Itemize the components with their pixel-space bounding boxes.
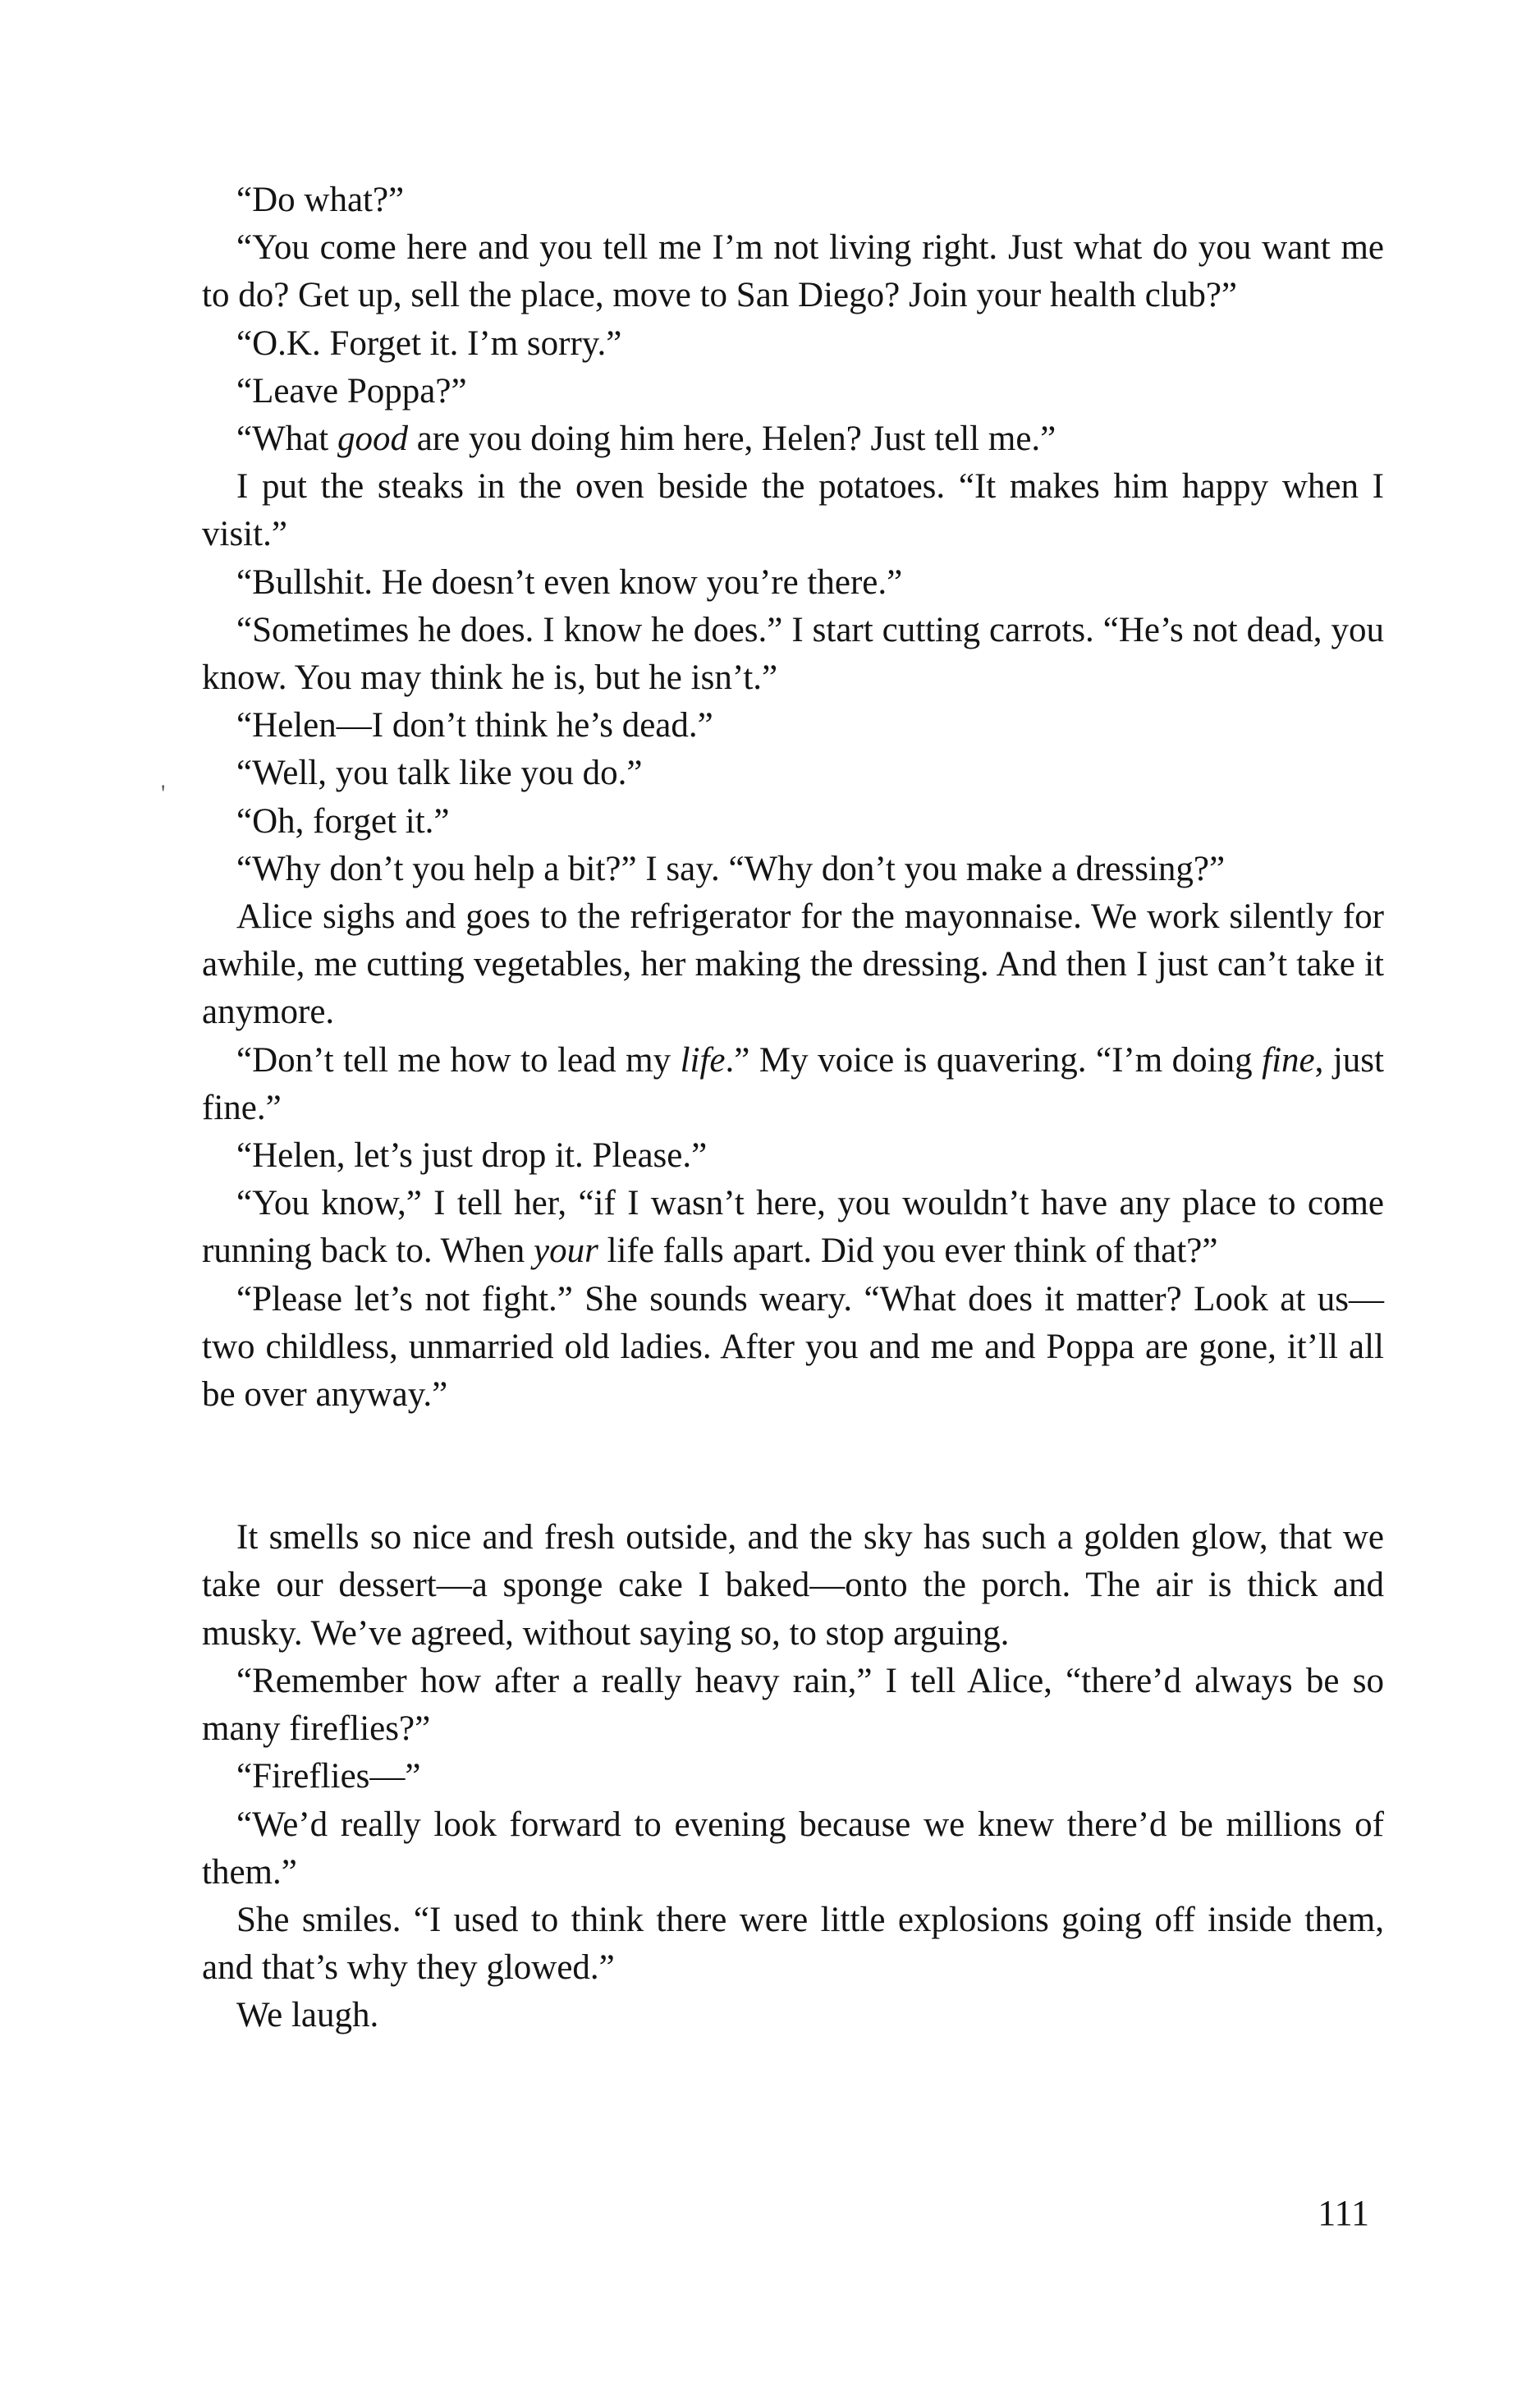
paragraph <box>202 415 1384 463</box>
paragraph <box>202 798 1384 846</box>
text-run: “O.K. Forget it. I’m sorry.” <box>236 323 622 363</box>
text-run: “We’d really look forward to evening because we knew there’d be millions of them.” <box>202 1805 1384 1892</box>
paragraph <box>202 368 1384 415</box>
text-run: It smells so nice and fresh outside, and the sky has such a golden glow, that we take our dessert—a sponge cake I baked—onto the porch. The air is thick and musky. We’ve agreed, without saying so, to stop arguing. <box>202 1518 1384 1653</box>
text-run: “Leave Poppa?” <box>236 371 467 411</box>
paragraph <box>202 1753 1384 1800</box>
text-run: Alice sighs and goes to the refrigerator for the mayonnaise. We work silently for awhile, me cutting vegetables, her making the dressing. And then I just can’t take it anymore. <box>202 897 1384 1032</box>
text-run: We laugh. <box>236 1996 379 2035</box>
text-run: I put the steaks in the oven beside the potatoes. “It makes him happy when I visit.” <box>202 467 1384 554</box>
page-number: 111 <box>1318 2193 1369 2233</box>
paragraph <box>202 893 1384 1037</box>
text-run: , just fine.” <box>202 1040 1384 1127</box>
text-run: “Please let’s not fight.” She sounds weary. “What does it matter? Look at us—two childless, unmarried old ladies. After you and me and Poppa are gone, it’ll all be over anyway.” <box>202 1279 1384 1415</box>
text-run: “Why don’t you help a bit?” I say. “Why don’t you make a dressing?” <box>236 849 1226 888</box>
emphasized-text: fine <box>1262 1040 1315 1080</box>
text-run: “You know,” I tell her, “if I wasn’t here, you wouldn’t have any place to come running back to. When <box>202 1184 1384 1271</box>
emphasized-text: your <box>534 1232 598 1271</box>
text-run: “Oh, forget it.” <box>236 801 450 841</box>
text-run: “Well, you talk like you do.” <box>236 754 643 793</box>
paragraph <box>202 607 1384 702</box>
paragraph <box>202 1276 1384 1420</box>
paragraph <box>202 750 1384 797</box>
paragraph <box>202 1037 1384 1132</box>
paragraph <box>202 224 1384 319</box>
text-run: “Fireflies—” <box>236 1757 421 1796</box>
paragraph <box>202 1658 1384 1753</box>
text-run: “Helen—I don’t think he’s dead.” <box>236 706 713 745</box>
paragraph <box>202 702 1384 750</box>
paragraph <box>202 320 1384 368</box>
paragraph <box>202 177 1384 224</box>
emphasized-text: good <box>337 420 408 459</box>
emphasized-text: life <box>680 1040 726 1080</box>
paragraph <box>202 846 1384 893</box>
page-body-text <box>202 177 1384 2040</box>
paragraph <box>202 1180 1384 1275</box>
text-run: .” My voice is quavering. “I’m doing <box>725 1040 1263 1080</box>
text-run: “Remember how after a really heavy rain,” I tell Alice, “there’d always be so many fireflies?” <box>202 1661 1384 1749</box>
paragraph <box>202 463 1384 558</box>
stray-margin-mark: ' <box>161 780 166 807</box>
paragraph <box>202 1132 1384 1180</box>
text-run: life falls apart. Did you ever think of that?” <box>598 1232 1218 1271</box>
paragraph <box>202 1992 1384 2039</box>
text-run: are you doing him here, Helen? Just tell me.” <box>407 420 1056 459</box>
text-run: She smiles. “I used to think there were little explosions going off inside them, and that’s why they glowed.” <box>202 1900 1384 1988</box>
text-run: “Don’t tell me how to lead my <box>236 1040 681 1080</box>
text-run: “Helen, let’s just drop it. Please.” <box>236 1136 708 1176</box>
text-run: “What <box>236 420 337 459</box>
text-run: “Sometimes he does. I know he does.” I start cutting carrots. “He’s not dead, you know. You may think he is, but he isn’t.” <box>202 610 1384 698</box>
paragraph <box>202 559 1384 607</box>
paragraph <box>202 1514 1384 1658</box>
paragraph <box>202 1897 1384 1992</box>
text-run: “You come here and you tell me I’m not living right. Just what do you want me to do? Get up, sell the place, move to San Diego? Join your health club?” <box>202 228 1384 315</box>
text-run: “Do what?” <box>236 181 405 219</box>
paragraph <box>202 1801 1384 1897</box>
text-run: “Bullshit. He doesn’t even know you’re there.” <box>236 562 903 602</box>
